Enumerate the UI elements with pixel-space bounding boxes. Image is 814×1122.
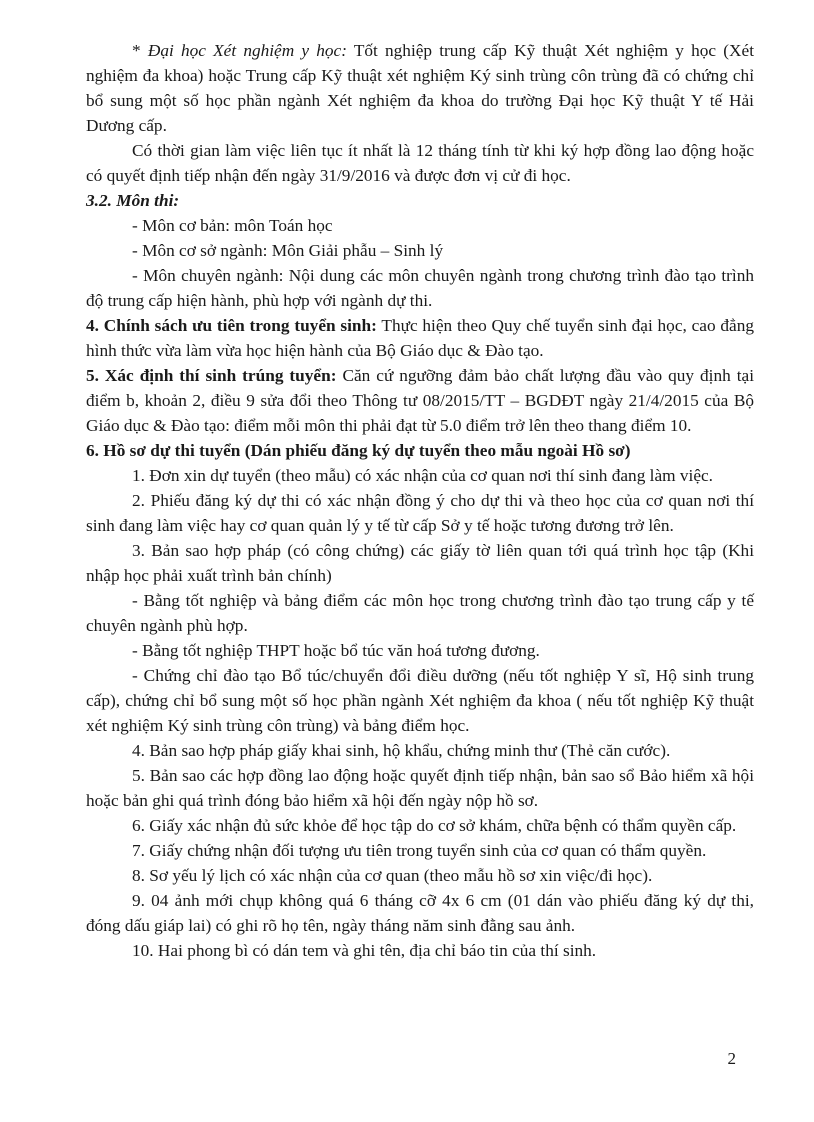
page-number: 2 [727,1049,736,1068]
section-4-text: Thực hiện theo Quy chế tuyển sinh đại học, cao đẳng hình thức vừa làm vừa học hiện hành của Bộ Giáo dục & Đào tạo. [86,316,754,360]
dossier-item-9: 9. 04 ảnh mới chụp không quá 6 tháng cỡ 4x 6 cm (01 dán vào phiếu đăng ký dự thi, đóng dấu giáp lai) có ghi rõ họ tên, ngày tháng năm sinh đằng sau ảnh. [86,891,754,935]
dossier-item-2: 2. Phiếu đăng ký dự thi có xác nhận đồng ý cho dự thi và theo học của cơ quan nơi thí sinh đang làm việc hay cơ quan quản lý y tế từ cấp Sở y tế hoặc tương đương trở lên. [86,491,754,535]
section-4-paragraph [86,313,754,363]
intro-program-paragraph [86,38,754,138]
section-5-heading: 5. Xác định thí sinh trúng tuyển: [86,366,337,385]
section-5-paragraph [86,363,754,438]
section-5-text: Căn cứ ngưỡng đảm bảo chất lượng đầu vào quy định tại điểm b, khoản 2, điều 9 sửa đổi theo Thông tư 08/2015/TT – BGDĐT ngày 21/4/2015 của Bộ Giáo dục & Đào tạo: điểm mỗi môn thi phải đạt từ 5.0 điểm trở lên theo thang điểm 10. [86,366,754,435]
dossier-item-3-sub-1: - Bằng tốt nghiệp và bảng điểm các môn học trong chương trình đào tạo trung cấp y tế chuyên ngành phù hợp. [86,591,754,635]
dossier-item-8: 8. Sơ yếu lý lịch có xác nhận của cơ quan (theo mẫu hồ sơ xin việc/đi học). [132,866,653,885]
intro-prefix: * [132,41,148,60]
section-3-2-heading: 3.2. Môn thi: [86,191,180,210]
dossier-item-6: 6. Giấy xác nhận đủ sức khỏe để học tập do cơ sở khám, chữa bệnh có thẩm quyền cấp. [132,816,737,835]
dossier-item-4: 4. Bản sao hợp pháp giấy khai sinh, hộ khẩu, chứng minh thư (Thẻ căn cước). [132,741,671,760]
section-6-heading: 6. Hồ sơ dự thi tuyển (Dán phiếu đăng ký dự tuyển theo mẫu ngoài Hồ sơ) [86,441,631,460]
dossier-item-3: 3. Bản sao hợp pháp (có công chứng) các giấy tờ liên quan tới quá trình học tập (Khi nhập học phải xuất trình bản chính) [86,541,754,585]
exam-subject-specialized: - Môn chuyên ngành: Nội dung các môn chuyên ngành trong chương trình đào tạo trình độ trung cấp hiện hành, phù hợp với ngành dự thi. [86,266,754,310]
dossier-item-5: 5. Bản sao các hợp đồng lao động hoặc quyết định tiếp nhận, bản sao sổ Bảo hiểm xã hội hoặc bản ghi quá trình đóng bảo hiểm xã hội đến ngày nộp hồ sơ. [86,766,754,810]
dossier-item-1: 1. Đơn xin dự tuyển (theo mẫu) có xác nhận của cơ quan nơi thí sinh đang làm việc. [132,466,713,485]
exam-subject-basic: - Môn cơ bản: môn Toán học [132,216,333,235]
dossier-item-10: 10. Hai phong bì có dán tem và ghi tên, địa chỉ báo tin của thí sinh. [132,941,597,960]
section-4-heading: 4. Chính sách ưu tiên trong tuyển sinh: [86,316,377,335]
exam-subject-foundation: - Môn cơ sở ngành: Môn Giải phẫu – Sinh lý [132,241,444,260]
intro-work-time: Có thời gian làm việc liên tục ít nhất là 12 tháng tính từ khi ký hợp đồng lao động hoặc có quyết định tiếp nhận đến ngày 31/9/2016 và được đơn vị cử đi học. [86,141,754,185]
intro-program-text: Tốt nghiệp trung cấp Kỹ thuật Xét nghiệm y học (Xét nghiệm đa khoa) hoặc Trung cấp Kỹ thuật xét nghiệm Ký sinh trùng côn trùng đã có chứng chỉ bổ sung một số học phần ngành Xét nghiệm đa khoa do trường Đại học Kỹ thuật Y tế Hải Dương cấp. [86,41,754,135]
dossier-item-3-sub-3: - Chứng chỉ đào tạo Bổ túc/chuyển đổi điều dưỡng (nếu tốt nghiệp Y sĩ, Hộ sinh trung cấp), chứng chỉ bổ sung một số học phần ngành Xét nghiệm đa khoa ( nếu tốt nghiệp Kỹ thuật xét nghiệm Ký sinh trùng côn trùng) và bảng điểm học. [86,666,754,735]
dossier-item-3-sub-2: - Bằng tốt nghiệp THPT hoặc bổ túc văn hoá tương đương. [132,641,540,660]
intro-program-label: Đại học Xét nghiệm y học: [147,41,347,60]
dossier-item-7: 7. Giấy chứng nhận đối tượng ưu tiên trong tuyển sinh của cơ quan có thẩm quyền. [132,841,707,860]
